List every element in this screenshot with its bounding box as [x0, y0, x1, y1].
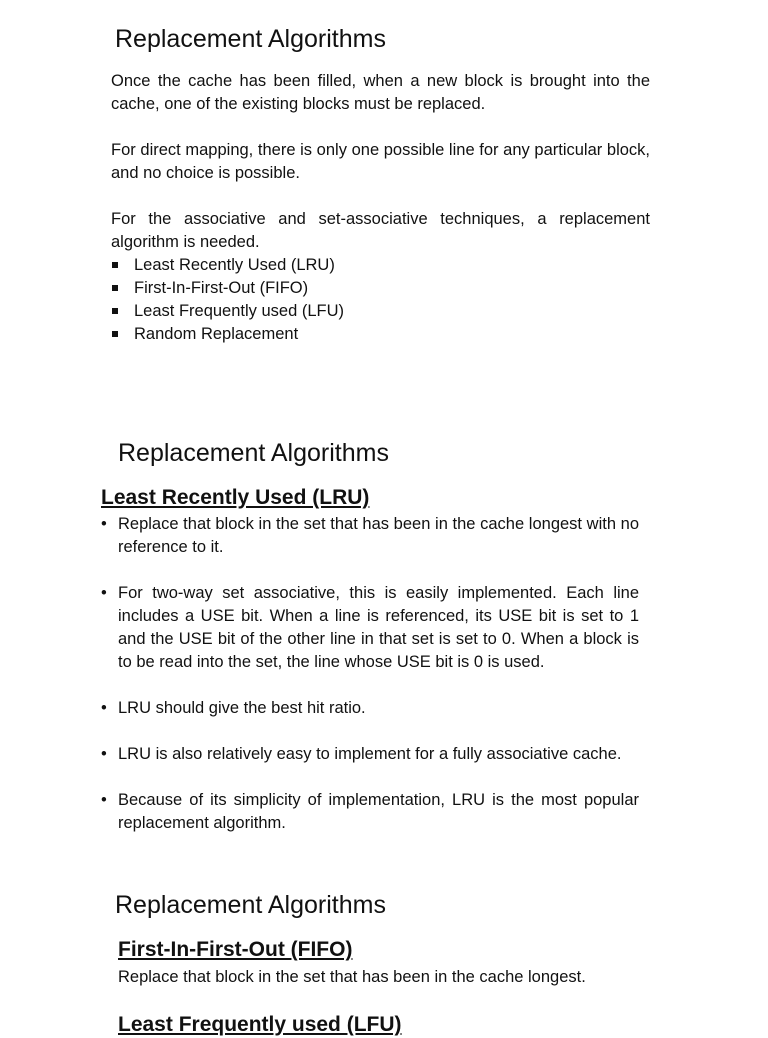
list-item	[101, 513, 639, 559]
slide2-lru-list	[101, 513, 639, 858]
slide1-heading: Replacement Algorithms	[115, 25, 386, 53]
bullet-dot-icon: •	[101, 791, 107, 809]
bullet-dot-icon: •	[101, 515, 107, 533]
list-item-text: Replace that block in the set that has been in the cache longest with no reference to it.	[118, 515, 639, 556]
list-item-text: First-In-First-Out (FIFO)	[134, 279, 309, 297]
slide2-heading: Replacement Algorithms	[118, 439, 389, 467]
bullet-dot-icon: •	[101, 584, 107, 602]
list-item	[101, 789, 639, 835]
bullet-dot-icon: •	[101, 745, 107, 763]
square-bullet-icon	[112, 262, 118, 268]
list-item	[101, 743, 639, 766]
slide3-next-subheading: Least Frequently used (LFU)	[118, 1013, 402, 1036]
list-item	[101, 582, 639, 674]
list-item-text: Because of its simplicity of implementation, LRU is the most popular replacement algorithm.	[118, 791, 639, 832]
slide3-subheading: First-In-First-Out (FIFO)	[118, 938, 353, 961]
slide1-paragraph-1: Once the cache has been filled, when a new block is brought into the cache, one of the existing blocks must be replaced.	[111, 72, 650, 113]
list-item	[111, 300, 344, 323]
list-item-text: For two-way set associative, this is easily implemented. Each line includes a USE bit. When a line is referenced, its USE bit is set to 1 and the USE bit of the other line in that set is set to 0. When a block is to be read into the set, the line whose USE bit is 0 is used.	[118, 584, 639, 671]
slide1-algorithm-list	[111, 254, 344, 346]
bullet-dot-icon: •	[101, 699, 107, 717]
slide3-heading: Replacement Algorithms	[115, 891, 386, 919]
slide2-subheading: Least Recently Used (LRU)	[101, 486, 370, 509]
list-item	[111, 277, 344, 300]
list-item	[101, 697, 639, 720]
slide3-paragraph: Replace that block in the set that has been in the cache longest.	[118, 968, 586, 986]
list-item-text: Least Frequently used (LFU)	[134, 302, 345, 320]
list-item	[111, 254, 344, 277]
square-bullet-icon	[112, 285, 118, 291]
slide1-paragraph-3: For the associative and set-associative techniques, a replacement algorithm is needed.	[111, 210, 650, 251]
list-item-text: Least Recently Used (LRU)	[134, 256, 335, 274]
square-bullet-icon	[112, 308, 118, 314]
slide1-paragraph-2: For direct mapping, there is only one possible line for any particular block, and no choice is possible.	[111, 141, 650, 182]
list-item-text: LRU should give the best hit ratio.	[118, 699, 366, 717]
list-item-text: LRU is also relatively easy to implement for a fully associative cache.	[118, 745, 622, 763]
list-item	[111, 323, 344, 346]
square-bullet-icon	[112, 331, 118, 337]
list-item-text: Random Replacement	[134, 325, 299, 343]
